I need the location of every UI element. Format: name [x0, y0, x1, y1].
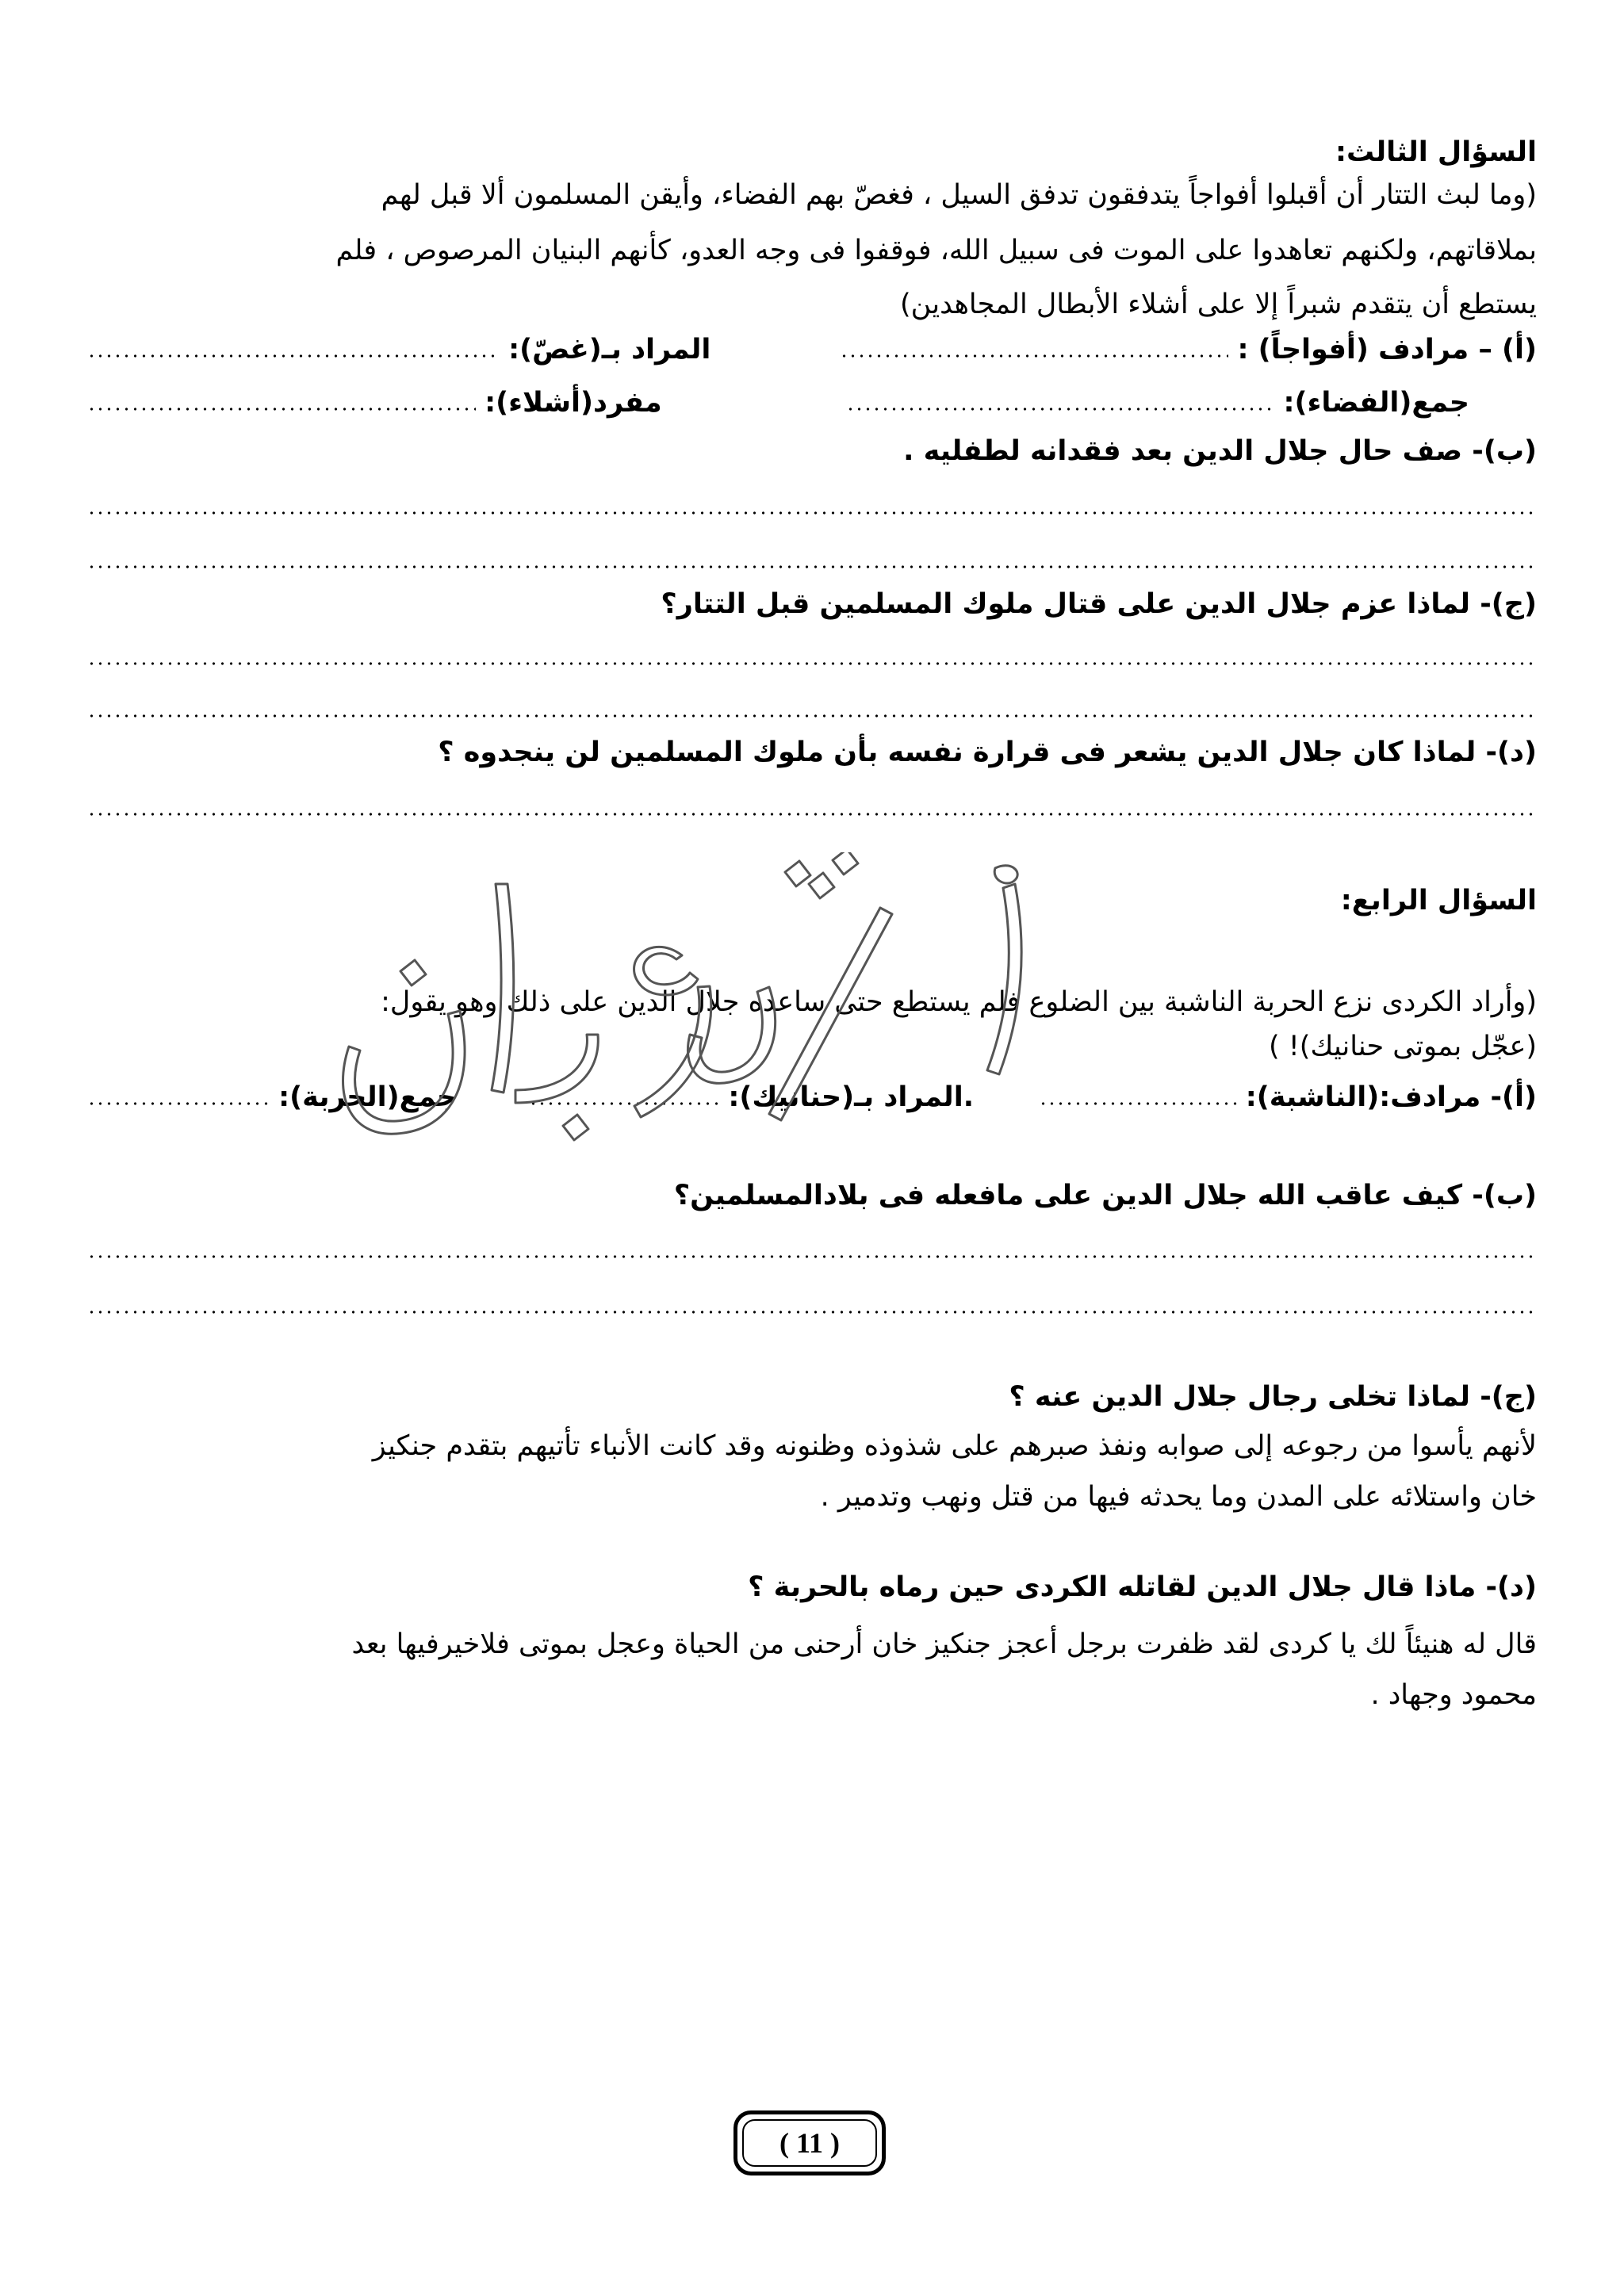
q4-d-answer-line-1: قال له هنيئاً لك يا كردى لقد ظفرت برجل أعجز جنكيز خان أرحنى من الحياة وعجل بموتى فلاخيرفيها بعد	[351, 1628, 1537, 1660]
q3-synonym-field	[840, 331, 1537, 369]
q4-meaning-label: .المراد بـ(حنانيك):	[728, 1081, 974, 1113]
q3-plural-blank[interactable]	[846, 407, 1274, 411]
q4-passage-line-1: (وأراد الكردى نزع الحربة الناشبة بين الضلوع فلم يستطع حتى ساعده جلال الدين على ذلك وهو يقول:	[381, 986, 1537, 1018]
q3-b-answer-line-1[interactable]	[87, 511, 1537, 515]
q4-synonym-label: (أ)- مرادف:(الناشبة):	[1245, 1081, 1537, 1113]
q4-c-answer-line-1: لأنهم يأسوا من رجوعه إلى صوابه ونفذ صبرهم على شذوذه وظنونه وقد كانت الأنباء تأتيهم بتقدم جنكيز	[372, 1430, 1537, 1462]
q4-heading: السؤال الرابع:	[1340, 885, 1537, 916]
q3-meaning-label: المراد بـ(غصّ):	[508, 334, 711, 365]
q3-plural-field	[846, 384, 1469, 422]
q3-b-answer-line-2[interactable]	[87, 564, 1537, 569]
q4-plural-label: جمع(الحربة):	[278, 1081, 458, 1113]
q4-passage-line-2: (عجّل بموتى حنانيك)! )	[1269, 1031, 1537, 1062]
q3-synonym-label: (أ) – مرادف (أفواجاً) :	[1237, 334, 1537, 365]
q4-b-answer-line-2[interactable]	[87, 1310, 1537, 1314]
q3-d-question: (د)- لماذا كان جلال الدين يشعر فى قرارة نفسه بأن ملوك المسلمين لن ينجدوه ؟	[438, 737, 1537, 768]
q3-passage-line-1: (وما لبث التتار أن أقبلوا أفواجاً يتدفقون تدفق السيل ، فغصّ بهم الفضاء، وأيقن المسلمون ألا قبل لهم	[381, 179, 1537, 211]
q4-c-answer-line-2: خان واستلائه على المدن وما يحدثه فيها من قتل ونهب وتدمير .	[820, 1481, 1537, 1513]
q3-meaning-blank[interactable]	[87, 354, 500, 358]
q3-singular-field	[87, 384, 662, 422]
q4-d-question: (د)- ماذا قال جلال الدين لقاتله الكردى حين رماه بالحربة ؟	[748, 1571, 1537, 1603]
q3-meaning-field	[87, 331, 710, 369]
q3-singular-label: مفرد(أشلاء):	[485, 387, 662, 419]
q3-synonym-blank[interactable]	[840, 354, 1228, 358]
page-number-label: ( 11 )	[779, 2127, 840, 2159]
q3-passage-line-3: يستطع أن يتقدم شبراً إلا على أشلاء الأبطال المجاهدين)	[900, 289, 1537, 320]
q3-b-question: (ب)- صف حال جلال الدين بعد فقدانه لطفليه .	[903, 435, 1537, 467]
q3-passage-line-2: بملاقاتهم، ولكنهم تعاهدوا على الموت فى سبيل الله، فوقفوا فى وجه العدو، كأنهم البنيان المرصوص ، فلم	[335, 235, 1537, 266]
q4-b-answer-line-1[interactable]	[87, 1254, 1537, 1259]
q3-d-answer-line-1[interactable]	[87, 812, 1537, 817]
q4-plural-blank[interactable]	[87, 1101, 270, 1106]
q3-c-answer-line-2[interactable]	[87, 714, 1537, 718]
q4-c-question: (ج)- لماذا تخلى رجال جلال الدين عنه ؟	[1009, 1381, 1537, 1413]
q3-c-answer-line-1[interactable]	[87, 661, 1537, 666]
q4-b-question: (ب)- كيف عاقب الله جلال الدين على مافعله فى بلادالمسلمين؟	[673, 1180, 1537, 1211]
page-number	[733, 2110, 886, 2175]
q3-singular-blank[interactable]	[87, 407, 476, 411]
q3-heading: السؤال الثالث:	[1335, 136, 1537, 168]
q4-synonym-field	[1039, 1078, 1537, 1116]
watermark-logo	[325, 852, 1078, 1154]
q3-plural-label: جمع(الفضاء):	[1283, 387, 1469, 419]
q3-c-question: (ج)- لماذا عزم جلال الدين على قتال ملوك المسلمين قبل التتار؟	[661, 588, 1537, 620]
q4-d-answer-line-2: محمود وجهاد .	[1370, 1679, 1537, 1711]
